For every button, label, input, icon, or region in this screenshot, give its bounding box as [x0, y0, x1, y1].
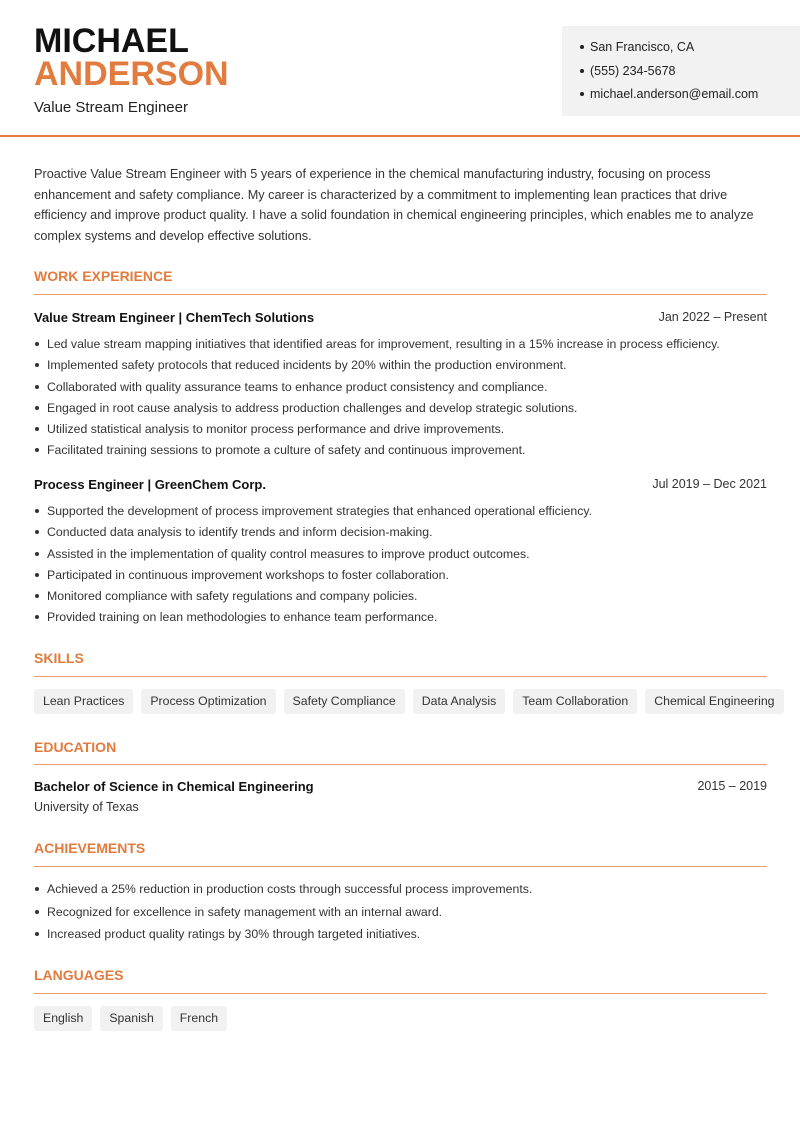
language-chip: Spanish: [100, 1006, 162, 1031]
contact-box: [562, 26, 800, 116]
job-header: [34, 310, 767, 328]
job-name: Process Engineer | GreenChem Corp.: [34, 477, 266, 492]
list-item: Recognized for excellence in safety management with an internal award.: [34, 904, 774, 927]
section-title-skills: SKILLS: [34, 650, 84, 666]
section-title-work: WORK EXPERIENCE: [34, 268, 173, 284]
school-name: University of Texas: [34, 800, 139, 814]
section-divider: [34, 764, 767, 765]
section-divider: [34, 294, 767, 295]
contact-email: michael.anderson@email.com: [580, 86, 800, 110]
skill-chip: Team Collaboration: [513, 689, 637, 714]
language-chip: English: [34, 1006, 92, 1031]
skill-chip: Lean Practices: [34, 689, 133, 714]
job-dates: Jul 2019 – Dec 2021: [652, 477, 767, 491]
list-item: Facilitated training sessions to promote a culture of safety and continuous improvement.: [34, 442, 774, 463]
resume-header: [0, 0, 800, 137]
list-item: Participated in continuous improvement workshops to foster collaboration.: [34, 567, 774, 588]
language-chip: French: [171, 1006, 227, 1031]
summary-paragraph: Proactive Value Stream Engineer with 5 years of experience in the chemical manufacturing industry, focusing on process enhancement and safety compliance. My career is characterized by a commitment to implementing lean practices that drive efficiency and improve product quality. I have a solid foundation in chemical engineering principles, which enables me to analyze complex systems and develop effective solutions.: [34, 167, 754, 244]
list-item: Led value stream mapping initiatives that identified areas for improvement, resulting in a 15% increase in process efficiency.: [34, 336, 774, 357]
degree-name: Bachelor of Science in Chemical Engineering: [34, 779, 314, 794]
achievements-list: [34, 881, 774, 949]
contact-phone: (555) 234-5678: [580, 63, 800, 87]
list-item: Increased product quality ratings by 30% through targeted initiatives.: [34, 926, 774, 949]
list-item: Implemented safety protocols that reduced incidents by 20% within the production environment.: [34, 357, 774, 378]
section-title-achievements: ACHIEVEMENTS: [34, 840, 146, 856]
section-divider: [34, 866, 767, 867]
job-name: Value Stream Engineer | ChemTech Solutions: [34, 310, 315, 325]
skill-chip: Data Analysis: [413, 689, 506, 714]
section-divider: [34, 993, 767, 994]
list-item: Engaged in root cause analysis to address production challenges and develop strategic solutions.: [34, 400, 774, 421]
first-name: MICHAEL: [34, 22, 189, 60]
list-item: Monitored compliance with safety regulations and company policies.: [34, 588, 774, 609]
job-title: Value Stream Engineer: [34, 99, 188, 116]
skill-chip: Safety Compliance: [284, 689, 405, 714]
skills-list: [34, 689, 784, 714]
skill-chip: Process Optimization: [141, 689, 275, 714]
education-dates: 2015 – 2019: [697, 779, 767, 793]
job-header: [34, 477, 767, 495]
section-divider: [34, 676, 767, 677]
list-item: Utilized statistical analysis to monitor process performance and drive improvements.: [34, 421, 774, 442]
job-bullets: [34, 336, 774, 464]
list-item: Provided training on lean methodologies to enhance team performance.: [34, 609, 774, 630]
list-item: Assisted in the implementation of quality control measures to improve product outcomes.: [34, 546, 774, 567]
list-item: Supported the development of process improvement strategies that enhanced operational efficiency.: [34, 503, 774, 524]
list-item: Achieved a 25% reduction in production costs through successful process improvements.: [34, 881, 774, 904]
job-dates: Jan 2022 – Present: [658, 310, 767, 324]
languages-list: [34, 1006, 227, 1031]
list-item: Conducted data analysis to identify trends and inform decision-making.: [34, 524, 774, 545]
section-title-education: EDUCATION: [34, 739, 117, 755]
last-name: ANDERSON: [34, 55, 229, 93]
contact-location: San Francisco, CA: [580, 39, 800, 63]
section-title-languages: LANGUAGES: [34, 967, 124, 983]
skill-chip: Chemical Engineering: [645, 689, 783, 714]
list-item: Collaborated with quality assurance teams to enhance product consistency and compliance.: [34, 379, 774, 400]
job-bullets: [34, 503, 774, 631]
